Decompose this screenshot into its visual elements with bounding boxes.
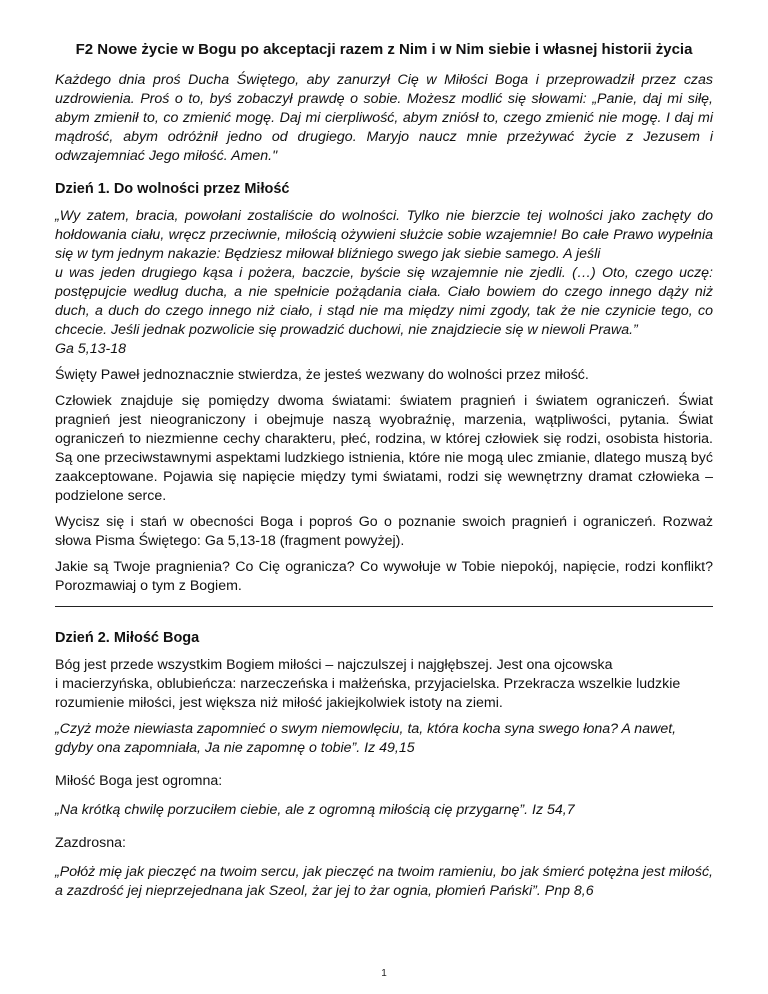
page-number: 1	[381, 968, 387, 979]
day2-paragraph-1: Bóg jest przede wszystkim Bogiem miłości – najczulszej i najgłębszej. Jest ona ojcowska i macierzyńska, oblubieńcza: narzeczeńska i małżeńska, przyjacielska. Przekracza wszelkie ludzkie rozumienie miłości, jest większa niż miłość jakiejkolwiek istoty na ziemi.	[55, 657, 681, 711]
day1-paragraph-1: Święty Paweł jednoznacznie stwierdza, że jesteś wezwany do wolności przez miłość.	[55, 367, 589, 383]
day1-scripture-quote: „Wy zatem, bracia, powołani zostaliście do wolności. Tylko nie bierzcie tej wolności jako zachęty do hołdowania ciału, wręcz przeciwnie, miłością ożywieni służcie sobie wzajemnie! Bo całe Prawo wypełnia się w tym jednym nakazie: Będziesz miłował bliźniego swego jak siebie samego. A jeśli u was jeden drugiego kąsa i pożera, baczcie, byście się wzajemnie nie zjedli. (…) Oto, czego uczę: postępujcie według ducha, a nie spełnicie pożądania ciała. Ciało bowiem do czego innego dąży niż duch, a duch do czego innego niż ciało, i stąd nie ma między nimi zgody, tak że nie czynicie tego, co chcecie. Jeśli jednak pozwolicie się prowadzić duchowi, nie znajdziecie się w niewoli Prawa.” Ga 5,13-18	[55, 208, 713, 357]
day2-paragraph-2: Miłość Boga jest ogromna:	[55, 773, 223, 789]
day1-paragraph-3: Wycisz się i stań w obecności Boga i poproś Go o poznanie swoich pragnień i ograniczeń. Rozważ słowa Pisma Świętego: Ga 5,13-18 (fragment powyżej).	[55, 514, 713, 549]
day2-quote-3: „Połóż mię jak pieczęć na twoim sercu, jak pieczęć na twoim ramieniu, bo jak śmierć potężna jest miłość, a zazdrość jej nieprzejednana jak Szeol, żar jej to żar ognia, płomień Pański”. Pnp 8,6	[55, 864, 713, 899]
day2-paragraph-3: Zazdrosna:	[55, 835, 126, 851]
day1-heading: Dzień 1. Do wolności przez Miłość	[55, 181, 290, 197]
intro-prayer: Każdego dnia proś Ducha Świętego, aby zanurzył Cię w Miłości Boga i przeprowadził przez czas uzdrowienia. Proś o to, byś zobaczył prawdę o sobie. Możesz modlić się słowami: „Panie, daj mi siłę, abym zmienił to, co zmienić mogę. Daj mi cierpliwość, abym zniósł to, czego zmienić nie mogę. I daj mi mądrość, abym odróżnił jedno od drugiego. Maryjo naucz mnie przeżywać życie z Jezusem i odwzajemniać Jego miłość. Amen."	[55, 72, 713, 164]
section-divider	[55, 606, 713, 607]
day2-heading: Dzień 2. Miłość Boga	[55, 630, 200, 646]
document-title: F2 Nowe życie w Bogu po akceptacji razem z Nim i w Nim siebie i własnej historii życia	[75, 41, 693, 58]
day1-paragraph-4: Jakie są Twoje pragnienia? Co Cię ogranicza? Co wywołuje w Tobie niepokój, napięcie, rodzi konflikt? Porozmawiaj o tym z Bogiem.	[55, 559, 713, 594]
day1-paragraph-2: Człowiek znajduje się pomiędzy dwoma światami: światem pragnień i światem ograniczeń. Świat pragnień jest nieograniczony i obejmuje naszą wyobraźnię, marzenia, wątpliwości, pytania. Świat ograniczeń to niezmienne cechy charakteru, płeć, rodzina, w której człowiek się rodzi, osobista historia. Są one przeciwstawnymi aspektami ludzkiego istnienia, które nie mogą ulec zmianie, dlatego muszą być zaakceptowane. Pojawia się napięcie między tymi światami, rodzi się wewnętrzny dramat człowieka – podzielone serce.	[55, 393, 713, 504]
day2-quote-2: „Na krótką chwilę porzuciłem ciebie, ale z ogromną miłością cię przygarnę”. Iz 54,7	[55, 802, 575, 818]
document-page	[55, 40, 713, 901]
day2-quote-1: „Czyż może niewiasta zapomnieć o swym niemowlęciu, ta, która kocha syna swego łona? A nawet, gdyby ona zapomniała, Ja nie zapomnę o tobie”. Iz 49,15	[55, 721, 677, 756]
